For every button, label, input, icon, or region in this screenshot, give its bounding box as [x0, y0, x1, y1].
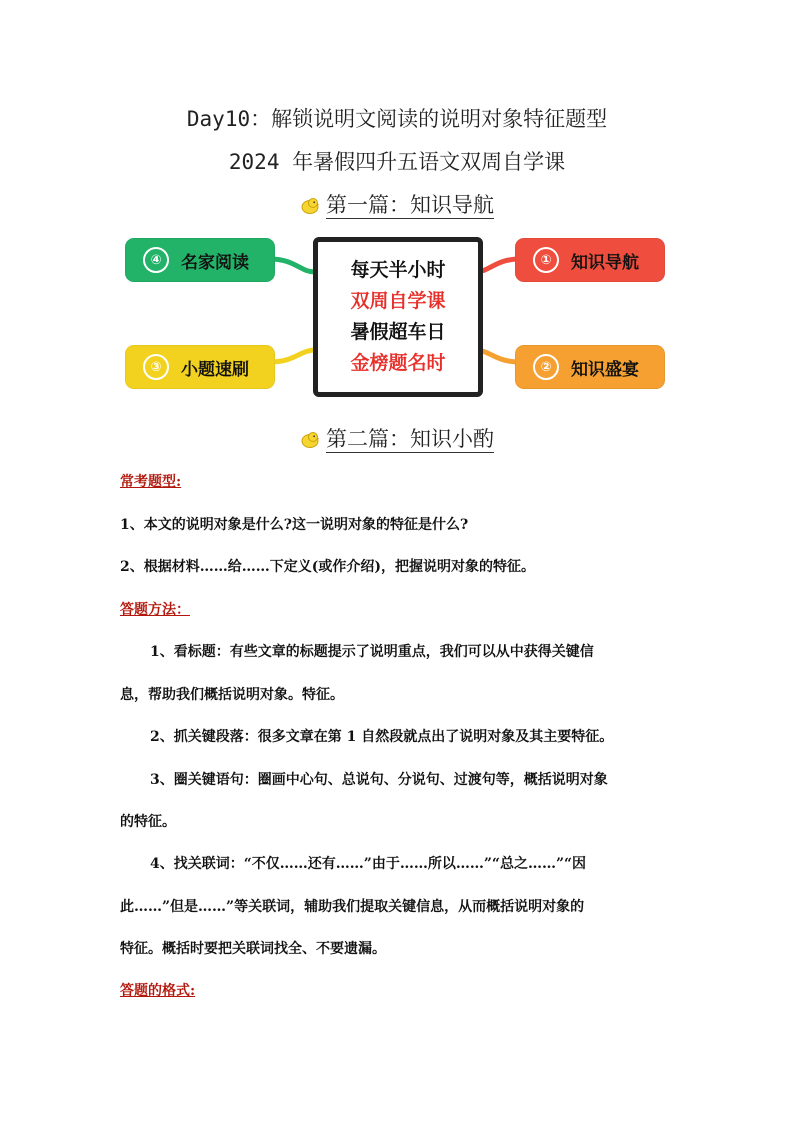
question-type-2: 2、根据材料……给……下定义(或作介绍)，把握说明对象的特征。 [120, 559, 535, 575]
method-4-line3: 特征。概括时要把关联词找全、不要遗漏。 [120, 941, 386, 957]
mindmap-center-box [313, 237, 483, 397]
node-label: 知识导航 [571, 252, 639, 273]
node-quick-practice [125, 345, 275, 389]
method-3-line2: 的特征。 [120, 814, 176, 830]
method-4-line2: 此……”但是……”等关联词，辅助我们提取关键信息，从而概括说明对象的 [120, 899, 585, 915]
center-line: 每天半小时 [350, 259, 446, 281]
chick-icon [300, 430, 320, 448]
label-answer-format: 答题的格式: [120, 983, 196, 999]
node-label: 小题速刷 [181, 359, 249, 380]
node-famous-reading [125, 238, 275, 282]
node-label: 知识盛宴 [571, 359, 639, 380]
center-line: 双周自学课 [350, 290, 446, 312]
node-knowledge-navigation [515, 238, 665, 282]
node-number: ② [533, 354, 559, 380]
doc-title-line2: 2024 年暑假四升五语文双周自学课 [228, 150, 566, 174]
method-1-line1: 1、看标题：有些文章的标题提示了说明重点，我们可以从中获得关键信 [150, 644, 594, 660]
label-common-question-types: 常考题型: [120, 474, 182, 490]
method-1-line2: 息，帮助我们概括说明对象。特征。 [120, 687, 344, 703]
section-heading-first-text: 第一篇：知识导航 [326, 193, 494, 217]
node-knowledge-feast [515, 345, 665, 389]
center-line: 金榜题名时 [350, 352, 446, 374]
mindmap [120, 232, 670, 402]
method-4-line1: 4、找关联词：“不仅……还有……”由于……所以……”“总之……”“因 [150, 856, 587, 872]
section-heading-first [0, 189, 794, 219]
doc-title-line1: Day10：解锁说明文阅读的说明对象特征题型 [186, 107, 608, 131]
connector-left-top [270, 259, 315, 272]
method-2-line1: 2、抓关键段落：很多文章在第 1 自然段就点出了说明对象及其主要特征。 [150, 729, 614, 745]
node-label: 名家阅读 [181, 252, 249, 273]
section-heading-second [0, 423, 794, 453]
node-number: ① [533, 247, 559, 273]
section-heading-second-text: 第二篇：知识小酌 [326, 427, 494, 451]
center-line: 暑假超车日 [350, 321, 446, 343]
chick-icon [300, 196, 320, 214]
question-type-1: 1、本文的说明对象是什么?这一说明对象的特征是什么? [120, 517, 469, 533]
method-3-line1: 3、圈关键语句：圈画中心句、总说句、分说句、过渡句等，概括说明对象 [150, 772, 608, 788]
connector-left-bottom [270, 350, 315, 362]
label-answer-method: 答题方法： [120, 602, 190, 618]
node-number: ③ [143, 354, 169, 380]
node-number: ④ [143, 247, 169, 273]
